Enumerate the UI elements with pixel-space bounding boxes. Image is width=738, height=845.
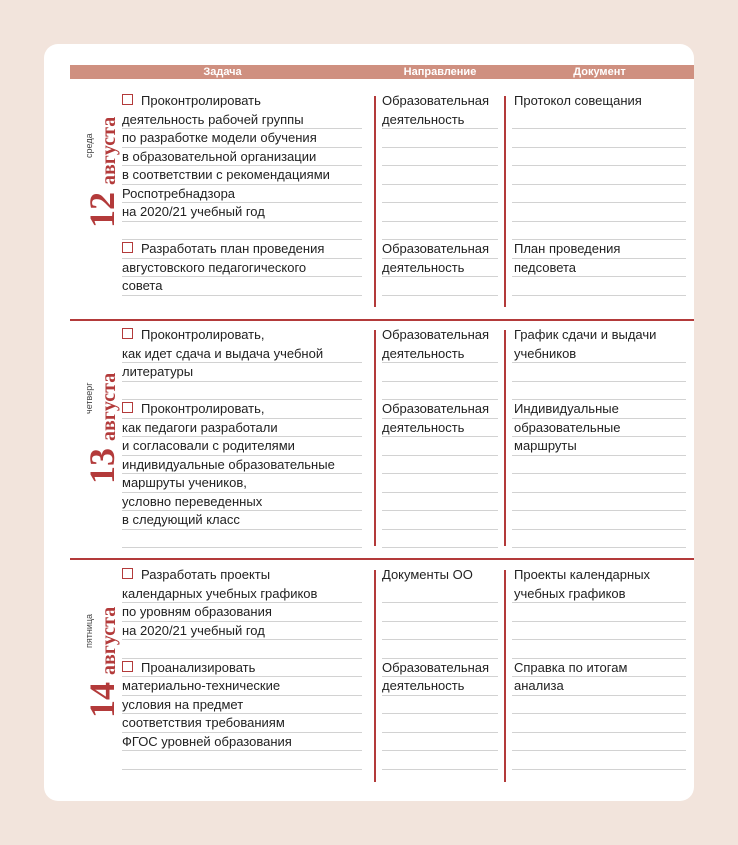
task-line: как идет сдача и выдача учебной [122, 345, 324, 361]
ruled-line [382, 184, 498, 185]
task-title [122, 240, 324, 259]
ruled-line [512, 769, 686, 770]
ruled-line [512, 381, 686, 382]
ruled-line [512, 221, 686, 222]
document-text: образовательные [514, 419, 621, 435]
task-line: августовского педагогического [122, 259, 307, 275]
ruled-line [382, 455, 498, 456]
task-title [122, 566, 270, 585]
task-checkbox[interactable] [122, 94, 133, 105]
column-divider-direction [374, 570, 376, 782]
header-document: Документ [573, 66, 626, 78]
ruled-line [512, 713, 686, 714]
direction-text: деятельность [382, 678, 465, 693]
ruled-line [512, 492, 686, 493]
task-title-text: Проконтролировать, [141, 401, 265, 416]
task-line: как педагоги разработали [122, 419, 278, 435]
task-checkbox[interactable] [122, 402, 133, 413]
document-text: План проведения [514, 241, 621, 256]
day-label [80, 88, 120, 228]
task-title [122, 400, 265, 419]
ruled-line [382, 639, 498, 640]
task-line: совета [122, 278, 163, 293]
task-line: на 2020/21 учебный год [122, 204, 265, 219]
planner-card [44, 44, 694, 801]
task-line: материально-технические [122, 678, 281, 693]
ruled-line [382, 147, 498, 148]
day-number: 14 [82, 682, 122, 718]
direction-text: Образовательная [382, 241, 490, 256]
task-checkbox[interactable] [122, 328, 133, 339]
day-weekday: среда [84, 133, 94, 158]
direction-text: деятельность [382, 345, 465, 361]
direction-text: деятельность [382, 111, 465, 127]
document-text: Проекты календарных [514, 567, 651, 582]
ruled-line [512, 529, 686, 530]
direction-text: Образовательная [382, 659, 490, 675]
day-month: августа [98, 372, 120, 441]
direction-text: Образовательная [382, 93, 490, 108]
task-line: деятельность рабочей группы [122, 111, 304, 127]
ruled-line [512, 639, 686, 640]
task-line: календарных учебных графиков [122, 585, 318, 601]
document-text: учебных графиков [514, 585, 626, 601]
task-line: по разработке модели обучения [122, 130, 317, 145]
header-direction: Направление [403, 66, 477, 78]
document-text: учебников [514, 345, 577, 361]
task-checkbox[interactable] [122, 568, 133, 579]
table-header [70, 65, 694, 79]
task-title-text: Разработать план проведения [141, 241, 325, 256]
task-line: в образовательной организации [122, 148, 317, 164]
column-divider-document [504, 96, 506, 307]
ruled-line [512, 147, 686, 148]
ruled-line [382, 381, 498, 382]
direction-text: Образовательная [382, 327, 490, 342]
ruled-line [512, 621, 686, 622]
day-separator [70, 319, 694, 321]
task-title [122, 659, 255, 678]
ruled-line [382, 602, 498, 603]
task-line: в следующий класс [122, 512, 240, 527]
document-text: Справка по итогам [514, 659, 628, 675]
ruled-line [512, 473, 686, 474]
task-line: условия на предмет [122, 696, 244, 712]
ruled-line [382, 732, 498, 733]
task-title-text: Проконтролировать [141, 93, 261, 108]
ruled-line [512, 165, 686, 166]
column-divider-document [504, 330, 506, 546]
day-weekday: четверг [84, 382, 94, 414]
column-divider-document [504, 570, 506, 782]
ruled-line [382, 165, 498, 166]
ruled-line [512, 750, 686, 751]
task-line: в соответствии с рекомендациями [122, 167, 330, 182]
document-text: педсовета [514, 259, 577, 275]
task-line: индивидуальные образовательные [122, 456, 335, 472]
column-divider-direction [374, 330, 376, 546]
day-label-rotated [80, 578, 120, 718]
day-month: августа [98, 606, 120, 675]
ruled-line [382, 713, 498, 714]
document-text: анализа [514, 678, 564, 693]
task-title-text: Разработать проекты [141, 567, 271, 582]
day-number: 12 [82, 192, 122, 228]
day-month: августа [98, 116, 120, 185]
day-weekday: пятница [84, 613, 94, 648]
direction-text: Документы ОО [382, 567, 473, 582]
task-title-text: Проконтролировать, [141, 327, 265, 342]
ruled-line [382, 492, 498, 493]
task-line: по уровням образования [122, 604, 272, 619]
task-line: Роспотребнадзора [122, 185, 236, 201]
task-checkbox[interactable] [122, 242, 133, 253]
document-text: маршруты [514, 438, 577, 453]
document-text: График сдачи и выдачи [514, 327, 657, 342]
day-label-rotated [80, 344, 120, 484]
task-line: литературы [122, 364, 194, 379]
document-text: Индивидуальные [514, 401, 619, 416]
ruled-line [382, 221, 498, 222]
task-title-text: Проанализировать [141, 659, 256, 675]
day-label [80, 344, 120, 484]
ruled-line [512, 510, 686, 511]
day-label-rotated [80, 88, 120, 228]
ruled-line [512, 202, 686, 203]
ruled-line [122, 769, 362, 770]
ruled-line [512, 128, 686, 129]
direction-text: деятельность [382, 259, 465, 275]
document-text: Протокол совещания [514, 93, 642, 108]
task-title [122, 326, 265, 345]
day-number: 13 [82, 448, 122, 484]
task-checkbox[interactable] [122, 661, 133, 672]
day-label [80, 578, 120, 718]
ruled-line [512, 547, 686, 548]
task-line: ФГОС уровней образования [122, 733, 292, 749]
ruled-line [382, 621, 498, 622]
task-line: соответствия требованиям [122, 715, 285, 730]
ruled-line [382, 547, 498, 548]
direction-text: деятельность [382, 419, 465, 435]
ruled-line [382, 529, 498, 530]
task-title [122, 92, 261, 111]
ruled-line [382, 769, 498, 770]
ruled-line [382, 510, 498, 511]
day-separator [70, 558, 694, 560]
ruled-line [382, 295, 498, 296]
task-line: условно переведенных [122, 493, 263, 509]
direction-text: Образовательная [382, 401, 490, 416]
column-divider-direction [374, 96, 376, 307]
ruled-line [382, 473, 498, 474]
ruled-line [382, 750, 498, 751]
ruled-line [122, 547, 362, 548]
task-line: маршруты учеников, [122, 475, 247, 490]
ruled-line [382, 202, 498, 203]
task-line: на 2020/21 учебный год [122, 622, 265, 638]
ruled-line [512, 184, 686, 185]
header-task: Задача [203, 66, 242, 78]
ruled-line [512, 295, 686, 296]
task-line: и согласовали с родителями [122, 438, 295, 453]
ruled-line [512, 732, 686, 733]
